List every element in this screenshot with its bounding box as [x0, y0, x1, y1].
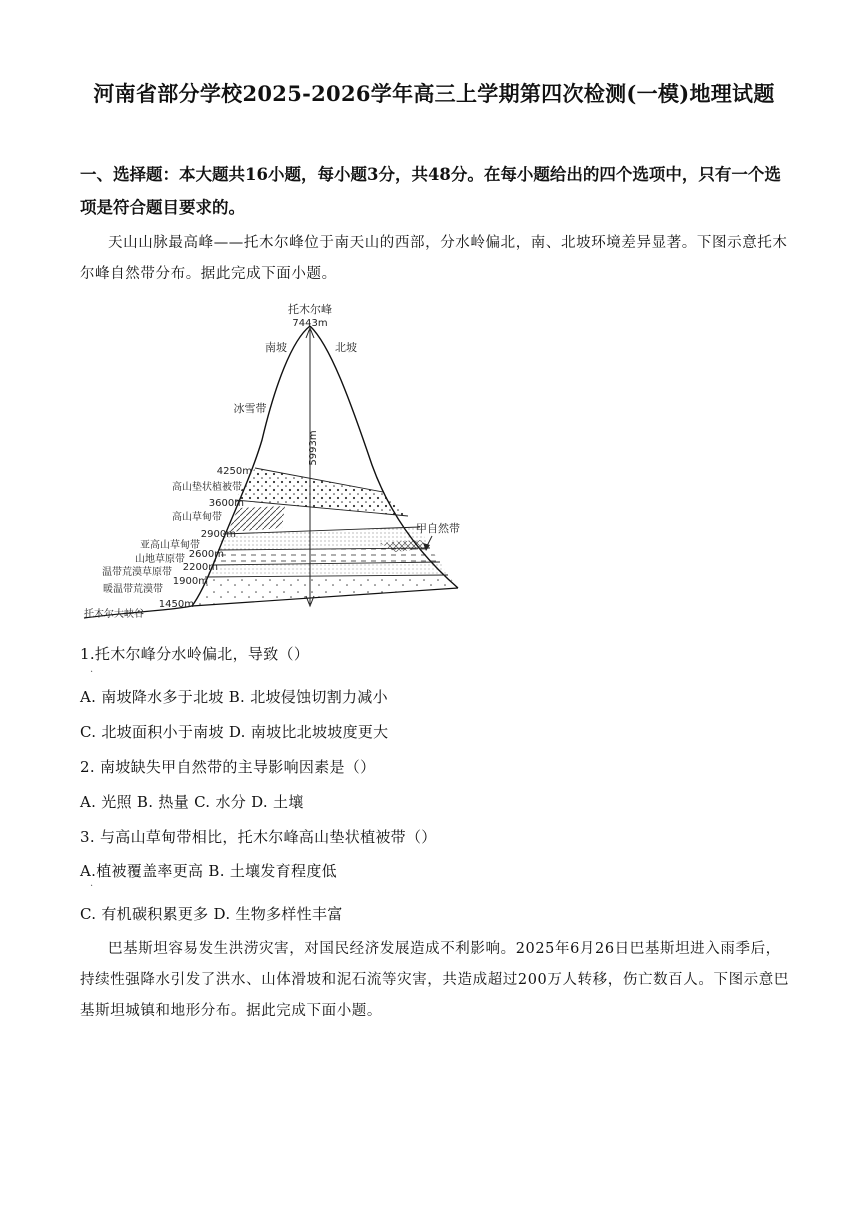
- elev-2200: 2200m: [182, 562, 218, 573]
- zone-label-desert-steppe: 温带荒漠草原带: [102, 567, 172, 578]
- question-3: 3. 与高山草甸带相比，托木尔峰高山垫状植被带（）: [80, 828, 437, 846]
- question-2: 2. 南坡缺失甲自然带的主导影响因素是（）: [80, 758, 376, 776]
- peak-name: 托木尔峰: [288, 303, 332, 316]
- mark-dot: ·: [90, 667, 94, 678]
- zone-warm-desert: [198, 575, 458, 605]
- mark-dot: ·: [90, 881, 94, 892]
- elev-2600: 2600m: [188, 549, 224, 560]
- mountain-figure: [78, 298, 478, 628]
- zone-label-alpine-meadow: 高山草甸带: [172, 512, 222, 523]
- zone-label-ice-snow: 冰雪带: [233, 402, 267, 415]
- question-1-options-cd: C. 北坡面积小于南坡 D. 南坡比北坡坡度更大: [80, 723, 389, 741]
- elev-4250: 4250m: [216, 466, 252, 477]
- intro-paragraph-2: 巴基斯坦容易发生洪涝灾害，对国民经济发展造成不利影响。2025年6月26日巴基斯坦进入雨季后，持续性强降水引发了洪水、山体滑坡和泥石流等灾害，共造成超过200万人转移，伤亡数百人。下图示意巴基斯坦城镇和地形分布。据此完成下面小题。: [80, 941, 789, 1019]
- elev-1450: 1450m: [158, 599, 194, 610]
- canyon-label: 托木尔大峡谷: [84, 609, 144, 620]
- question-1: 1.托木尔峰分水岭偏北，导致（）: [80, 645, 310, 663]
- relief-label: 5993m: [308, 430, 319, 466]
- jia-zone-label: 甲自然带: [416, 522, 460, 535]
- question-2-options: A. 光照 B. 热量 C. 水分 D. 土壤: [80, 793, 304, 811]
- question-3-options-ab: A.植被覆盖率更高 B. 土壤发育程度低: [80, 862, 337, 880]
- zone-label-warm-desert: 暖温带荒漠带: [103, 584, 163, 595]
- elev-3600: 3600m: [208, 498, 244, 509]
- question-3-options-cd: C. 有机碳积累更多 D. 生物多样性丰富: [80, 905, 343, 923]
- south-slope-label: 南坡: [265, 341, 287, 354]
- intro-paragraph-1: 天山山脉最高峰——托木尔峰位于南天山的西部，分水岭偏北，南、北坡环境差异显著。下图示意托木尔峰自然带分布。据此完成下面小题。: [80, 235, 788, 282]
- peak-height: 7443m: [292, 318, 328, 329]
- question-1-options-ab: A. 南坡降水多于北坡 B. 北坡侵蚀切割力减小: [80, 688, 388, 706]
- zone-label-subalpine: 亚高山草甸带: [140, 540, 200, 551]
- north-slope-label: 北坡: [335, 341, 357, 354]
- elev-2900: 2900m: [200, 529, 236, 540]
- section-heading: 一、选择题：本大题共16小题，每小题3分，共48分。在每小题给出的四个选项中，只有一个选项是符合题目要求的。: [80, 165, 781, 217]
- zone-label-steppe: 山地草原带: [135, 554, 185, 565]
- elev-1900: 1900m: [172, 576, 208, 587]
- page-title: 河南省部分学校2025-2026学年高三上学期第四次检测(一模)地理试题: [93, 81, 775, 106]
- zone-label-cushion: 高山垫状植被带: [172, 482, 242, 493]
